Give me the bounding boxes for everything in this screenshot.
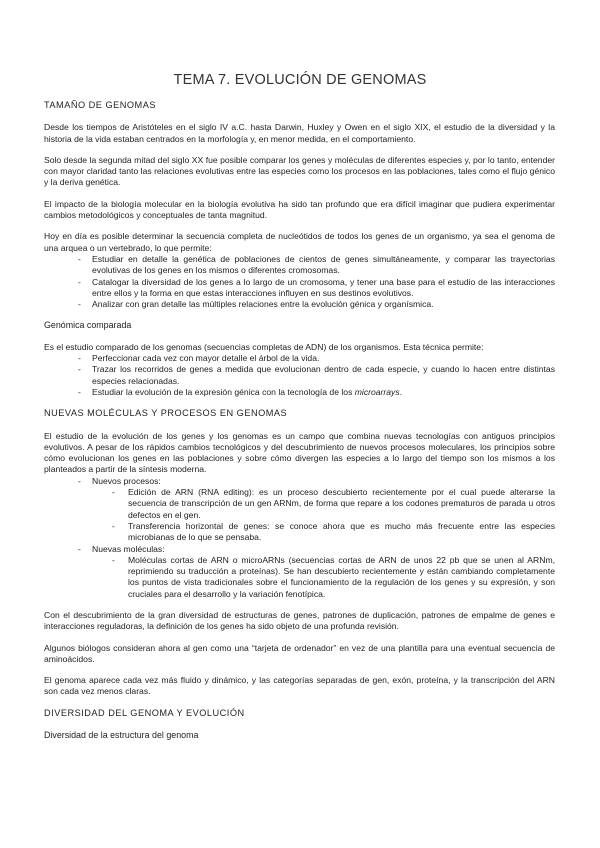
section-heading-new-molecules: NUEVAS MOLÉCULAS Y PROCESOS EN GENOMAS bbox=[44, 408, 288, 419]
sub-bullet-list bbox=[92, 487, 555, 543]
paragraph: Algunos biólogos consideran ahora al gen como una “tarjeta de ordenador” en vez de una plantilla para una eventual secuencia de aminoácidos. bbox=[44, 642, 555, 664]
bullet-list bbox=[44, 476, 555, 600]
paragraph: Solo desde la segunda mitad del siglo XX fue posible comparar los genes y moléculas de diferentes especies y, por lo tanto, entender con mayor claridad tanto las relaciones evolutivas entre las especies como los procesos en las poblaciones, tales como el flujo génico y la deriva genética. bbox=[44, 154, 555, 188]
bullet-list bbox=[44, 254, 555, 310]
bullet-list bbox=[44, 353, 555, 398]
list-item bbox=[80, 476, 555, 544]
list-item: - Trazar los recorridos de genes a medida que evolucionan dentro de cada especie, y cuando lo hacen entre distintas especies relacionadas. bbox=[80, 364, 555, 387]
paragraph: El genoma aparece cada vez más fluido y dinámico, y las categorías separadas de gen, exón, proteína, y la transcripción del ARN son cada vez menos claras. bbox=[44, 675, 555, 697]
list-item-text: . bbox=[399, 386, 403, 397]
paragraph: Es el estudio comparado de los genomas (secuencias completas de ADN) de los organismos. Esta técnica permite: bbox=[44, 341, 484, 352]
list-item-label: Nuevos procesos: bbox=[92, 475, 161, 486]
list-item: - Perfeccionar cada vez con mayor detalle el árbol de la vida. bbox=[80, 353, 555, 364]
italic-term: microarrays bbox=[354, 386, 400, 397]
paragraph: Desde los tiempos de Aristóteles en el siglo IV a.C. hasta Darwin, Huxley y Owen en el siglo XIX, el estudio de la diversidad y la historia de la vida estaban centrados en la morfología y, en menor medida, en el comportamiento. bbox=[44, 122, 555, 144]
list-item-text: Estudiar la evolución de la expresión génica con la tecnología de los bbox=[92, 386, 355, 397]
list-item: - Estudiar en detalle la genética de poblaciones de cientos de genes simultáneamente, y comparar las trayectorias evolutivas de los genes en los mismos o diferentes cromosomas. bbox=[80, 254, 555, 277]
section-heading-genome-size: TAMAÑO DE GENOMAS bbox=[44, 100, 156, 110]
document-body bbox=[44, 100, 555, 751]
list-item bbox=[80, 544, 555, 600]
page-title: TEMA 7. EVOLUCIÓN DE GENOMAS bbox=[173, 72, 427, 88]
section-heading-genome-diversity: DIVERSIDAD DEL GENOMA Y EVOLUCIÓN bbox=[44, 707, 245, 718]
list-item: - Analizar con gran detalle las múltiples relaciones entre la evolución génica y organísmica. bbox=[80, 299, 555, 310]
subsection-heading-structure-diversity: Diversidad de la estructura del genoma bbox=[44, 730, 199, 741]
list-item bbox=[80, 387, 555, 398]
sub-list-item: - Edición de ARN (RNA editing): es un proceso descubierto recientemente por el cual puede alterarse la secuencia de transcripción de un gen ARNm, de forma que repare a los codones prematuros de parada u otros defectos en el gen. bbox=[116, 487, 555, 521]
paragraph: Hoy en día es posible determinar la secuencia completa de nucleótidos de todos los genes de un organismo, ya sea el genoma de una arquea o un vertebrado, lo que permite: bbox=[44, 231, 555, 253]
list-item-label: Nuevas moléculas: bbox=[92, 543, 165, 554]
sub-bullet-list bbox=[92, 555, 555, 600]
subsection-heading-comparative-genomics: Genómica comparada bbox=[44, 320, 132, 331]
sub-list-item: - Transferencia horizontal de genes: se conoce ahora que es mucho más frecuente entre las especies microbianas de lo que se pensaba. bbox=[116, 521, 555, 544]
paragraph: El impacto de la biología molecular en la biología evolutiva ha sido tan profundo que era difícil imaginar que pudiera experimentar cambios metodológicos y conceptuales de tanta magnitud. bbox=[44, 198, 555, 221]
paragraph: Con el descubrimiento de la gran diversidad de estructuras de genes, patrones de duplicación, patrones de empalme de genes e interacciones reguladoras, la definición de los genes ha sido objeto de una profunda revisión. bbox=[44, 609, 555, 632]
paragraph: El estudio de la evolución de los genes y los genomas es un campo que combina nuevas tecnologías con antiguos principios evolutivos. A pesar de los rápidos cambios tecnológicos y del descubrimiento de nuevos procesos moleculares, los principios sobre cómo evolucionan los genes en las poblaciones y sobre cómo divergen las especies a lo largo del tiempo son los mismos a los planteados a partir de la síntesis moderna. bbox=[44, 430, 555, 475]
list-item: - Catalogar la diversidad de los genes a lo largo de un cromosoma, y tener una base para el estudio de las interacciones entre ellos y la forma en que estas interacciones influyen en sus destinos evolutivos. bbox=[80, 277, 555, 300]
sub-list-item: - Moléculas cortas de ARN o microARNs (secuencias cortas de ARN de unos 22 pb que se unen al ARNm, reprimiendo su traducción a proteínas). Se han descubierto recientemente y están cambiando completamente los puntos de vista tradicionales sobre el funcionamiento de la regulación de los genes y su expresión, y son cruciales para el desarrollo y la variación fenotípica. bbox=[116, 555, 555, 600]
